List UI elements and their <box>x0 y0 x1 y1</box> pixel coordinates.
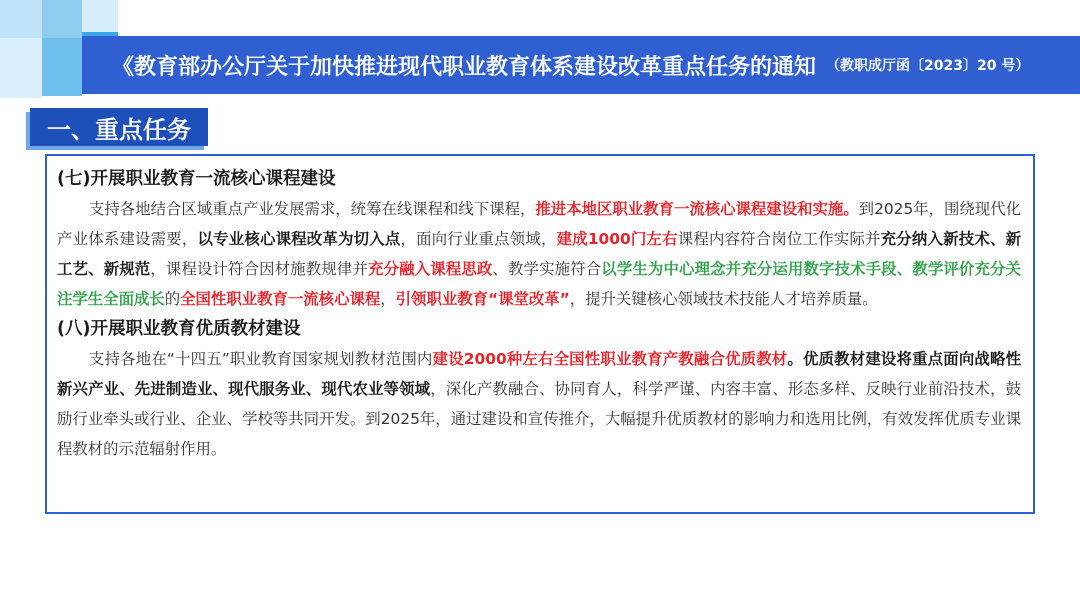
text-segment: 支持各地在“十四五”职业教育国家规划教材范围内 <box>89 350 433 368</box>
content-box <box>45 154 1035 514</box>
text-segment: 充分纳入新技术、新工艺、新规范 <box>57 230 1021 278</box>
text-segment: 支持各地结合区域重点产业发展需求，统筹在线课程和线下课程， <box>89 200 536 218</box>
text-segment: ， <box>380 290 396 308</box>
text-segment: 以学生为中心理念并充分运用数字技术手段、教学评价充分关注学生全面成长 <box>57 260 1021 308</box>
decor-square <box>42 38 82 96</box>
text-segment: ，课程设计符合因材施教规律并 <box>150 260 369 278</box>
text-segment: 全国性职业教育一流核心课程 <box>180 290 381 308</box>
text-segment: ，面向行业重点领域， <box>400 230 557 248</box>
item-paragraph <box>57 344 1021 464</box>
text-segment: 引领职业教育“课堂改革” <box>395 290 570 308</box>
text-segment: 建成1000门左右 <box>556 230 678 248</box>
text-segment: 建设2000种左右全国性职业教育产教融合优质教材 <box>432 350 788 368</box>
document-number: （教职成厅函〔2023〕20 号） <box>826 58 1030 74</box>
text-segment: 。 <box>787 350 803 368</box>
item-heading: (八)开展职业教育优质教材建设 <box>57 319 301 339</box>
text-segment: ，深化产教融合、协同育人，科学严谨、内容丰富、形态多样、反映行业前沿技术，鼓励行业牵头或行业、企业、学校等共同开发。到2025年，通过建设和宣传推介，大幅提升优质教材的影响力和选用比例，有效发挥优质专业课程教材的示范辐射作用。 <box>57 380 1021 458</box>
text-segment: ，提升关键核心领域技术技能人才培养质量。 <box>569 290 878 308</box>
decor-square <box>42 0 82 38</box>
text-segment: 充分融入课程思政 <box>368 260 493 278</box>
slide-title: 《教育部办公厅关于加快推进现代职业教育体系建设改革重点任务的通知 <box>112 54 817 80</box>
section-heading: 一、重点任务 <box>30 108 208 146</box>
text-segment: 的 <box>164 290 181 308</box>
text-segment: 、教学实施符合 <box>492 260 602 278</box>
decor-square <box>82 0 118 32</box>
text-segment: 优质教材建设将重点面向战略性新兴产业、先进制造业、现代服务业、现代农业等领域 <box>57 350 1021 398</box>
text-segment: 到2025年，围绕现代化产业体系建设需要， <box>57 200 1021 248</box>
text-segment: 推进本地区职业教育一流核心课程建设和实施。 <box>535 200 859 218</box>
title-banner <box>82 36 1080 94</box>
decor-square <box>0 0 42 38</box>
item-paragraph <box>57 194 1021 314</box>
item-heading: (七)开展职业教育一流核心课程建设 <box>57 169 336 189</box>
text-segment: 以专业核心课程改革为切入点 <box>197 230 401 248</box>
decor-square <box>0 38 42 98</box>
text-segment: 课程内容符合岗位工作实际并 <box>677 230 881 248</box>
